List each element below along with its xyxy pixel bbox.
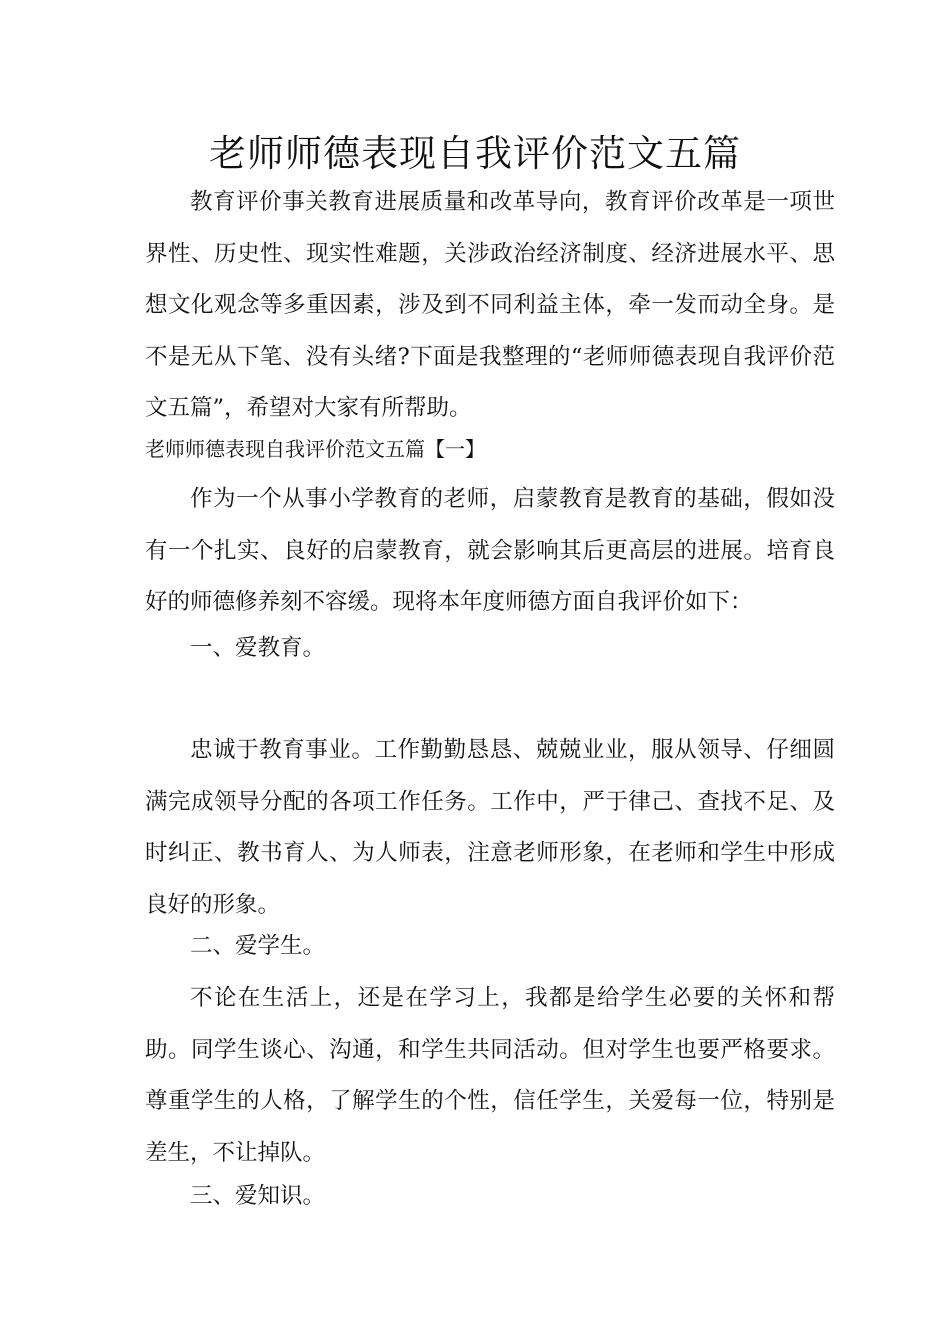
intro-paragraph: 教育评价事关教育进展质量和改革导向，教育评价改革是一项世界性、历史性、现实性难题，关涉政治经济制度、经济进展水平、思想文化观念等多重因素，涉及到不同利益主体，牵一发而动全身。是不是无从下笔、没有头绪?下面是我整理的“老师师德表现自我评价范文五篇”，希望对大家有所帮助。: [145, 189, 835, 421]
list-item-2: 二、爱学生。: [190, 933, 326, 959]
section-heading: 老师师德表现自我评价范文五篇【一】: [145, 437, 485, 461]
list-item-1: 一、爱教育。: [190, 635, 326, 661]
paragraph-1: 作为一个从事小学教育的老师，启蒙教育是教育的基础，假如没有一个扎实、良好的启蒙教育，就会影响其后更高层的进展。培育良好的师德修养刻不容缓。现将本年度师德方面自我评价如下：: [145, 486, 835, 615]
document-title: 老师师德表现自我评价范文五篇: [209, 132, 741, 175]
paragraph-3: 不论在生活上，还是在学习上，我都是给学生必要的关怀和帮助。同学生谈心、沟通，和学生共同活动。但对学生也要严格要求。尊重学生的人格，了解学生的个性，信任学生，关爱每一位，特别是差生，不让掉队。: [145, 985, 835, 1166]
paragraph-2: 忠诚于教育事业。工作勤勤恳恳、兢兢业业，服从领导、仔细圆满完成领导分配的各项工作任务。工作中，严于律己、查找不足、及时纠正、教书育人、为人师表，注意老师形象，在老师和学生中形成良好的形象。: [145, 737, 835, 918]
list-item-3: 三、爱知识。: [190, 1183, 326, 1209]
